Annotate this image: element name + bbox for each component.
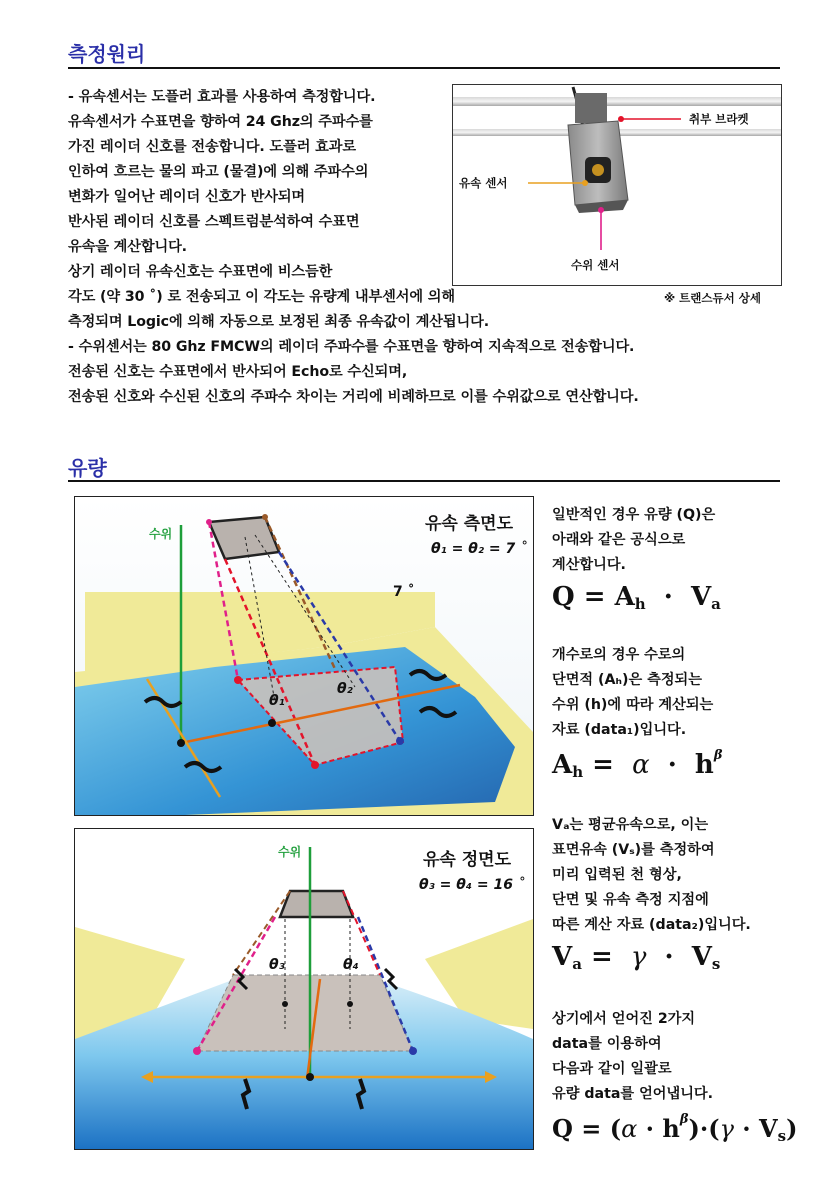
text-line: 인하여 흐르는 물의 파고 (물결)에 의해 주파수의 — [68, 164, 369, 180]
theta2-label: θ₂ — [337, 681, 353, 697]
theta3-label: θ₃ — [269, 957, 285, 973]
side-view-angle-label: 7 ˚ — [393, 584, 415, 600]
text-line: - 유속센서는 도플러 효과를 사용하여 측정합니다. — [68, 89, 376, 105]
transducer-photo — [452, 84, 782, 286]
theta4-label: θ₄ — [343, 957, 359, 973]
title-rule — [68, 480, 780, 482]
text-line: 다음과 같이 일괄로 — [552, 1061, 672, 1077]
text-line: 단면 및 유속 측정 지점에 — [552, 892, 709, 908]
text-line: 반사된 레이더 신호를 스펙트럼분석하여 수표면 — [68, 214, 360, 230]
label-velocity-sensor: 유속 센서 — [459, 176, 508, 190]
text-line: 상기 레이더 유속신호는 수표면에 비스듬한 — [68, 264, 333, 280]
side-view-level-label: 수위 — [149, 527, 173, 541]
section-title-flow: 유량 — [68, 456, 107, 480]
text-line: 상기에서 얻어진 2가지 — [552, 1011, 696, 1027]
text-line: 각도 (약 30 ˚) 로 전송되고 이 각도는 유량계 내부센서에 의해 — [68, 289, 456, 305]
side-view-title: 유속 측면도 — [425, 514, 514, 534]
text-line: 따른 계산 자료 (data₂)입니다. — [552, 917, 751, 933]
text-line: 유량 data를 얻어냅니다. — [552, 1086, 713, 1102]
text-line: 측정되며 Logic에 의해 자동으로 보정된 최종 유속값이 계산됩니다. — [68, 314, 490, 330]
side-view-diagram — [74, 496, 534, 816]
front-view-level-label: 수위 — [278, 845, 302, 859]
title-rule — [68, 67, 780, 69]
text-line: 표면유속 (Vₛ)를 측정하여 — [552, 842, 715, 858]
text-line: - 수위센서는 80 Ghz FMCW의 레이더 주파수를 수표면을 향하여 지속적으로 전송합니다. — [68, 339, 635, 355]
text-line: 단면적 (Aₕ)은 측정되는 — [552, 672, 702, 688]
theta1-label: θ₁ — [269, 693, 285, 709]
photo-caption: ※ 트랜스듀서 상세 — [664, 291, 761, 305]
text-line: 가진 레이더 신호를 전송합니다. 도플러 효과로 — [68, 139, 356, 155]
text-line: Vₐ는 평균유속으로, 이는 — [552, 817, 709, 833]
text-line: 유속센서가 수표면을 향하여 24 Ghz의 주파수를 — [68, 114, 373, 130]
text-line: 일반적인 경우 유량 (Q)은 — [552, 507, 716, 523]
label-bracket: 취부 브라켓 — [689, 112, 749, 126]
text-line: 전송된 신호는 수표면에서 반사되어 Echo로 수신되며, — [68, 364, 408, 380]
text-line: 전송된 신호와 수신된 신호의 주파수 차이는 거리에 비례하므로 이를 수위값으로 연산합니다. — [68, 389, 639, 405]
measure-area — [197, 975, 413, 1051]
text-line: 변화가 일어난 레이더 신호가 반사되며 — [68, 189, 306, 205]
formula-ah: $A_h = \alpha \cdot h^\beta$ — [552, 748, 723, 781]
text-line: 자료 (data₁)입니다. — [552, 722, 687, 738]
section-title-principle: 측정원리 — [68, 42, 146, 66]
support-pipe — [453, 97, 781, 106]
sensor-head — [280, 891, 353, 917]
text-line: 아래와 같은 공식으로 — [552, 532, 686, 548]
label-level-sensor: 수위 센서 — [571, 258, 620, 272]
text-line: 개수로의 경우 수로의 — [552, 647, 686, 663]
front-view-angle-eq: θ₃ = θ₄ = 16 ˚ — [419, 877, 525, 893]
text-line: data를 이용하여 — [552, 1036, 662, 1052]
formula-va: $V_a = \gamma \cdot V_s$ — [552, 942, 721, 973]
formula-q: $Q = A_h \cdot V_a$ — [552, 582, 721, 613]
text-line: 계산합니다. — [552, 557, 626, 573]
text-line: 유속을 계산합니다. — [68, 239, 187, 255]
bracket — [575, 93, 607, 123]
front-view-diagram — [74, 828, 534, 1150]
side-view-angle-eq: θ₁ = θ₂ = 7 ˚ — [431, 541, 528, 557]
text-line: 수위 (h)에 따라 계산되는 — [552, 697, 714, 713]
text-line: 미리 입력된 천 형상, — [552, 867, 682, 883]
formula-q-combined: $Q = (\alpha \cdot h^\beta)\cdot(\gamma \cdot V_s)$ — [552, 1112, 798, 1145]
front-view-title: 유속 정면도 — [423, 850, 512, 870]
